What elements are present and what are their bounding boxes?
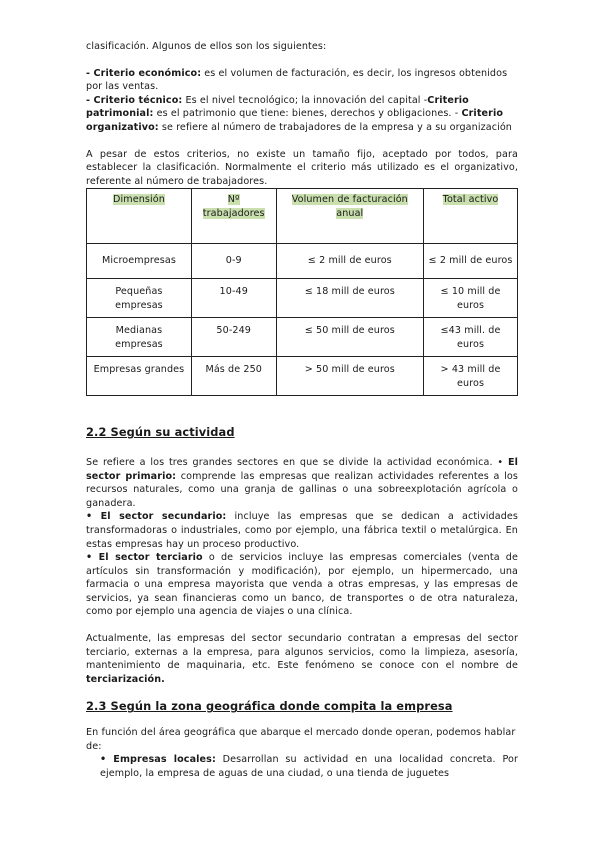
table-cell: Pequeñas empresas (87, 279, 192, 318)
sector-text: o de servicios incluye las empresas comerciales (venta de artículos sin transformación y modificación), por ejemplo, un hipermercado, una farmacia o una empresa mayorista que venda a otras empresas, y las empresas de servicios, ya sean financieras como un banco, de transportes o de otra naturaleza, como por ejemplo una agencia de viajes o una clínica. (86, 552, 518, 618)
table-row (87, 279, 518, 318)
intro-line: clasificación. Algunos de ellos son los siguientes: (86, 41, 327, 52)
table-cell: ≤ 10 mill de euros (424, 279, 518, 318)
criterion-text: Es el nivel tecnológico; la innovación del capital - (182, 94, 428, 106)
sector-text: comprende las empresas que realizan actividades referentes a los recursos naturales, como una granja de gallinas o una sobreexplotación agrícola o ganadera. (86, 470, 518, 509)
sectors-intro: Se refiere a los tres grandes sectores en que se divide la actividad económica. • (86, 456, 504, 468)
terciarizacion-paragraph (86, 632, 518, 686)
section-heading: 2.3 Según la zona geográfica donde compita la empresa (86, 699, 453, 714)
table-cell: 10-49 (191, 279, 276, 318)
paragraph-text: Actualmente, las empresas del sector secundario contratan a empresas del sector terciario, externas a la empresa, para algunos servicios, como la limpieza, asesoría, mantenimiento de maquinaria, etc. Este fenómeno se conoce con el nombre de (86, 633, 518, 672)
criterion-text: es el volumen de facturación, es decir, los ingresos obtenidos por las ventas. (86, 67, 508, 93)
table-row (87, 318, 518, 357)
table-cell: ≤ 50 mill de euros (276, 318, 423, 357)
table-cell: ≤ 2 mill de euros (424, 244, 518, 279)
bullet-empresas-locales (100, 753, 518, 780)
table-cell: ≤ 2 mill de euros (276, 244, 423, 279)
table-cell: Medianas empresas (87, 318, 192, 357)
geo-intro: En función del área geográfica que abarque el mercado donde operan, podemos hablar de: (86, 727, 516, 752)
sector-label: • El sector terciario (86, 552, 203, 564)
table-header-cell: Nº trabajadores (191, 189, 276, 244)
section-heading: 2.2 Según su actividad (86, 425, 235, 440)
table-cell: > 50 mill de euros (276, 357, 423, 396)
sector-secundario (86, 510, 518, 551)
table-cell: Más de 250 (191, 357, 276, 396)
table-cell: 0-9 (191, 244, 276, 279)
sectors-paragraph (86, 456, 518, 510)
table-header-row (87, 189, 518, 244)
table-header-cell: Dimensión (87, 189, 192, 244)
criterion-label: - Criterio económico: (86, 67, 202, 79)
table-cell: > 43 mill de euros (424, 357, 518, 396)
table-cell: ≤43 mill. de euros (424, 318, 518, 357)
criterion-text: es el patrimonio que tiene: bienes, derechos y obligaciones. - (153, 108, 459, 120)
criterion-tecnico-patrimonial-organizativo (86, 94, 518, 135)
criterion-label: - Criterio técnico: (86, 94, 183, 106)
criterion-text: se refiere al número de trabajadores de la empresa y a su organización (158, 121, 512, 133)
table-cell: 50-249 (191, 318, 276, 357)
term-terciarizacion: terciarización. (86, 673, 165, 685)
table-cell: ≤ 18 mill de euros (276, 279, 423, 318)
table-header-cell: Volumen de facturación anual (276, 189, 423, 244)
sector-label: El sector primario: (86, 456, 518, 482)
table-cell: Microempresas (87, 244, 192, 279)
criteria-paragraph: A pesar de estos criterios, no existe un tamaño fijo, aceptado por todos, para establecer la clasificación. Normalmente el criterio más utilizado es el organizativo, referente al número de trabajadores. (86, 148, 518, 187)
table-row (87, 357, 518, 396)
table-cell: Empresas grandes (87, 357, 192, 396)
criterion-economico (86, 67, 518, 94)
document-page (86, 40, 518, 780)
table-header-cell: Total activo (424, 189, 518, 244)
bullet-text: Desarrollan su actividad en una localidad concreta. Por ejemplo, la empresa de aguas de una ciudad, o una tienda de juguetes (100, 754, 518, 779)
table-row (87, 244, 518, 279)
sector-label: • El sector secundario: (86, 511, 227, 523)
criterion-label: Criterio patrimonial: (86, 94, 469, 120)
size-classification-table (86, 188, 518, 396)
bullet-label: • Empresas locales: (100, 754, 216, 766)
sector-terciario (86, 551, 518, 619)
sector-text: incluye las empresas que se dedican a actividades transformadoras o industriales, como por ejemplo, una fábrica textil o metalúrgica. En estas empresas hay un proceso productivo. (86, 511, 518, 550)
criterion-label: Criterio organizativo: (86, 108, 504, 133)
